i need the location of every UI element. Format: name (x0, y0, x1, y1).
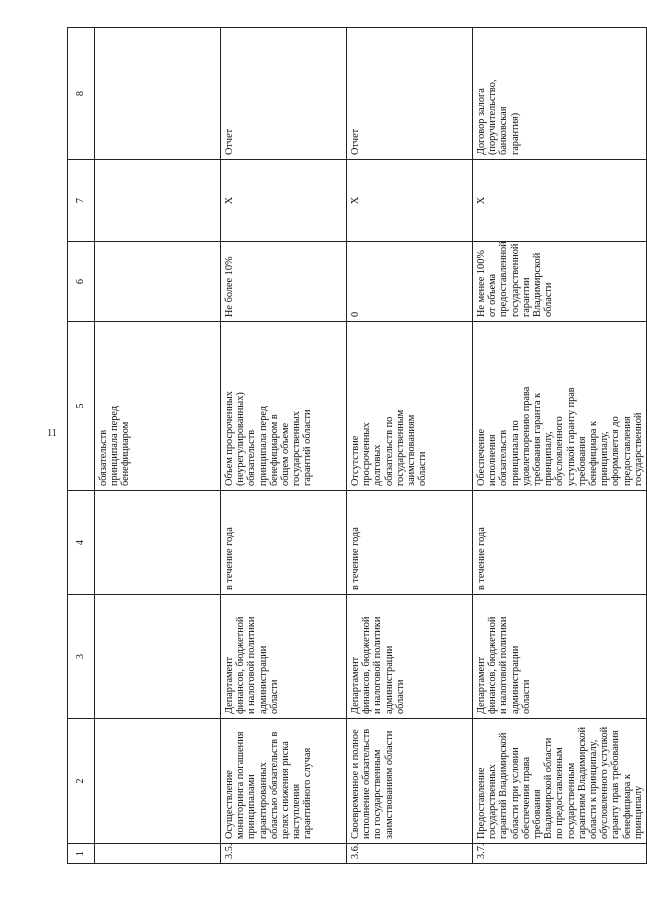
value-cell: Не более 10% (221, 242, 347, 322)
row-number: 3.7. (473, 844, 647, 864)
continuation-row (95, 28, 221, 864)
mark-cell: X (347, 160, 473, 242)
table-cell (95, 595, 221, 719)
table-cell (95, 160, 221, 242)
executor-cell: Департамент финансов, бюджетной и налоговой политики администрации области (347, 595, 473, 719)
mark-cell: X (473, 160, 647, 242)
indicator-cell: Обеспечение исполнения обязательств принципала по удовлетворению права требования гаранта к принципалу, обусловленного уступкой гаранту прав требования бенефициара к принципалу, оформляется до предоставления государственной (473, 322, 647, 491)
column-number: 2 (68, 719, 95, 844)
column-number-row (68, 28, 95, 864)
indicator-cell: Отсутствие просроченных долговых обязательств по государственным заимствованиям области (347, 322, 473, 491)
column-number: 1 (68, 844, 95, 864)
column-number: 6 (68, 242, 95, 322)
event-cell: Предоставление государственных гарантий Владимирской области при условии обеспечения права требования Владимирской области по предоставленным государственным гарантиям Владимирской области к принципалу, обусловленного уступкой гаранту прав требования бенефициара к принципалу (473, 719, 647, 844)
indicator-cell: Объем просроченных (неурегулированных) обязательств принципала перед бенефициаром в общем объеме государственных гарантий области (221, 322, 347, 491)
executor-cell: Департамент финансов, бюджетной и налоговой политики администрации области (221, 595, 347, 719)
column-number: 8 (68, 28, 95, 160)
term-cell: в течение года (221, 491, 347, 595)
column-number: 7 (68, 160, 95, 242)
table-cell (95, 844, 221, 864)
event-cell: Своевременное и полное исполнение обязательств по государственным заимствованиям области (347, 719, 473, 844)
table-row (221, 28, 347, 864)
table-cell (95, 242, 221, 322)
rotated-table-wrapper (67, 28, 644, 864)
result-cell: Отчет (221, 28, 347, 160)
column-number: 3 (68, 595, 95, 719)
value-cell: 0 (347, 242, 473, 322)
result-cell: Отчет (347, 28, 473, 160)
column-number: 5 (68, 322, 95, 491)
table-cell (95, 28, 221, 160)
result-cell: Договор залога (поручительство, банковская гарантия) (473, 28, 647, 160)
table-cell (95, 491, 221, 595)
term-cell: в течение года (473, 491, 647, 595)
executor-cell: Департамент финансов, бюджетной и налоговой политики администрации области (473, 595, 647, 719)
mark-cell: X (221, 160, 347, 242)
row-number: 3.6. (347, 844, 473, 864)
value-cell: Не менее 100% от объема предоставленной государственной гарантии Владимирской области (473, 242, 647, 322)
table-row (347, 28, 473, 864)
indicator-continuation: обязательств принципала перед бенефициаром (95, 322, 221, 491)
table-row (473, 28, 647, 864)
page-number: 11 (47, 428, 57, 439)
table-cell (95, 719, 221, 844)
column-number: 4 (68, 491, 95, 595)
term-cell: в течение года (347, 491, 473, 595)
plan-table (67, 27, 647, 864)
event-cell: Осуществление мониторинга погашения принципалами гарантированных областью обязательств в целях снижения риска наступления гарантийного случая (221, 719, 347, 844)
row-number: 3.5. (221, 844, 347, 864)
